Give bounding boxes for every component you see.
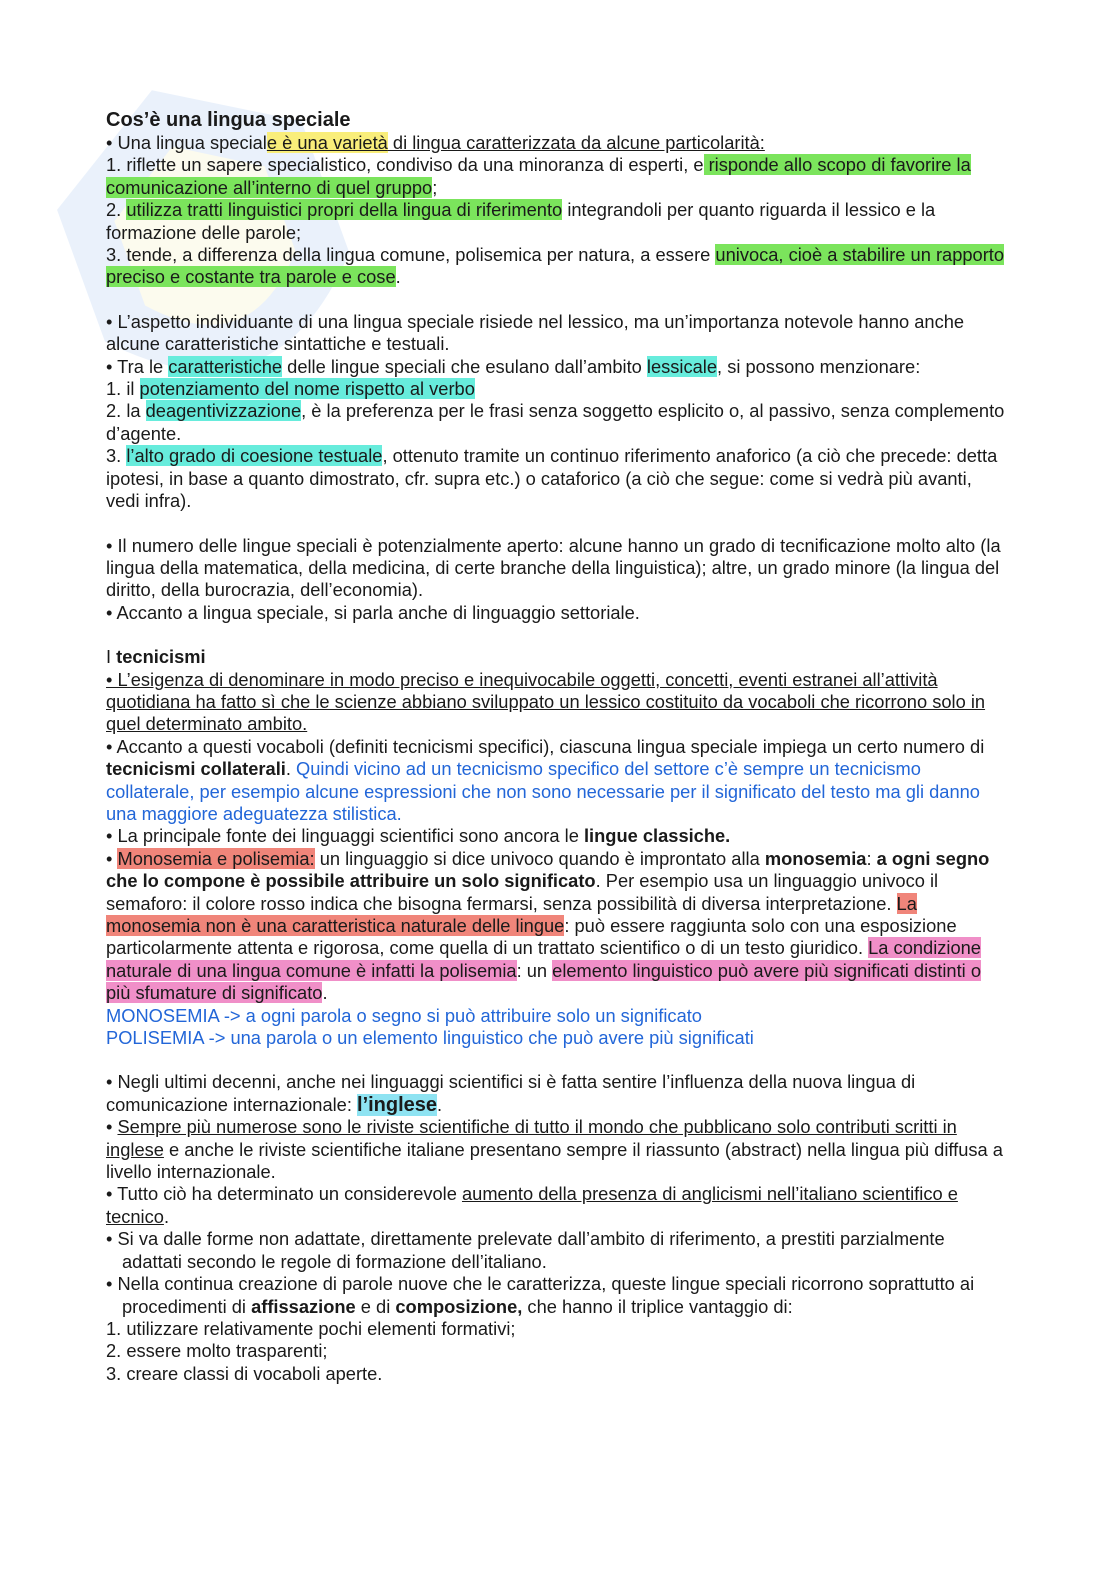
- numbered-item: [106, 400, 1006, 445]
- paragraph: • L’esigenza di denominare in modo preciso e inequivocabile oggetti, concetti, eventi estranei all’attività quotidiana ha fatto sì che le scienze abbiano sviluppato un lessico costituito da vocaboli che ricorrono solo in quel determinato ambito.: [106, 668, 986, 735]
- text: .: [395, 266, 401, 288]
- text: • Accanto a questi vocaboli (definiti tecnicismi specifici), ciascuna lingua speciale impiega un certo numero di: [106, 735, 985, 757]
- highlighted-text: lessicale: [646, 355, 718, 377]
- text: .: [163, 1205, 170, 1227]
- text: : può essere raggiunta solo con una esposizione particolarmente attenta e rigorosa, come quella di un trattato scientifico o di un testo giuridico.: [106, 915, 957, 959]
- text: :: [866, 847, 877, 869]
- blue-note-text: Quindi vicino ad un tecnicismo specifico del settore c’è sempre un tecnicismo collaterale, per esempio alcune espressioni che non sono necessarie per il significato del testo ma gli danno una maggiore adeguatezza stilistica.: [106, 758, 980, 824]
- bold-text: composizione,: [395, 1295, 523, 1317]
- numbered-item: [106, 378, 1006, 400]
- paragraph: [106, 736, 1006, 826]
- highlighted-text: Monosemia e polisemia:: [117, 847, 315, 869]
- underlined-text: di lingua caratterizzata da alcune particolarità:: [387, 132, 765, 153]
- text: 2.: [106, 199, 127, 221]
- text: : un: [516, 959, 553, 981]
- underlined-text: Sempre più numerose sono le riviste scientifiche di tutto il mondo che pubblicano solo contributi scritti in inglese: [106, 1116, 957, 1160]
- text: • Negli ultimi decenni, anche nei linguaggi scientifici si è fatta sentire l’influenza della nuova lingua di comunicazione internazionale:: [106, 1071, 916, 1115]
- numbered-item: [106, 244, 1006, 289]
- numbered-item: 2. essere molto trasparenti;: [106, 1340, 328, 1362]
- text: 1. il: [106, 378, 140, 400]
- highlighted-text: deagentivizzazione: [145, 400, 302, 422]
- paragraph: • Accanto a lingua speciale, si parla anche di linguaggio settoriale.: [106, 601, 640, 623]
- text: integrandoli per quanto riguarda il lessico e la formazione delle parole;: [106, 199, 936, 243]
- text: che hanno il triplice vantaggio di:: [522, 1295, 793, 1317]
- text: I: [106, 646, 117, 668]
- numbered-item: [106, 445, 1006, 512]
- text: delle lingue speciali che esulano dall’ambito: [282, 355, 647, 377]
- highlighted-text: La monosemia non è una caratteristica naturale delle lingue: [106, 892, 917, 936]
- highlighted-text: risponde allo scopo di favorire la comunicazione all’interno di quel gruppo: [106, 154, 971, 198]
- text: •: [106, 1116, 118, 1138]
- paragraph: [106, 132, 1006, 154]
- numbered-item: [106, 199, 1006, 244]
- paragraph: [106, 1071, 1006, 1116]
- text: • La principale fonte dei linguaggi scientifici sono ancora le: [106, 825, 584, 847]
- paragraph: • L’aspetto individuante di una lingua speciale risiede nel lessico, ma un’importanza notevole hanno anche alcune caratteristiche sintattiche e testuali.: [106, 310, 965, 355]
- bold-text: lingue classiche.: [583, 825, 731, 847]
- highlighted-text: l’inglese: [357, 1093, 438, 1116]
- text: e di: [355, 1295, 396, 1317]
- text: . Per esempio usa un linguaggio univoco il semaforo: il colore rosso indica che bisogna fermarsi, senza possibilità di diversa interpretazione.: [106, 870, 939, 914]
- text: • Nella continua creazione di parole nuove che le caratterizza, queste lingue speciali ricorrono soprattutto ai procedimenti di: [106, 1273, 975, 1317]
- text: •: [106, 847, 118, 869]
- text: e anche le riviste scientifiche italiane presentano sempre il riassunto (abstract) nella lingua più diffusa a livello internazionale.: [106, 1138, 1003, 1183]
- text: • Una lingua special: [106, 132, 267, 153]
- text: , si possono menzionare:: [717, 355, 921, 377]
- section-title-lingua-speciale: Cos’è una lingua speciale: [106, 109, 351, 131]
- section-title-tecnicismi: [106, 646, 1006, 668]
- text: .: [285, 758, 297, 780]
- text: 3. tende, a differenza della lingua comune, polisemica per natura, a essere: [106, 244, 716, 266]
- text: • Tra le: [106, 355, 169, 377]
- bullet-item: [106, 1273, 1006, 1318]
- bold-text: tecnicismi: [116, 646, 206, 668]
- highlighted-text: univoca, cioè a stabilire un rapporto preciso e costante tra parole e cose: [106, 244, 1005, 288]
- highlighted-text: utilizza tratti linguistici propri della lingua di riferimento: [126, 199, 563, 221]
- underlined-text: aumento della presenza di anglicismi nell’italiano scientifico e tecnico: [106, 1183, 958, 1227]
- paragraph: [106, 825, 1006, 847]
- definition-polisemia: POLISEMIA -> una parola o un elemento linguistico che può avere più significati: [106, 1027, 754, 1049]
- text: , è la preferenza per le frasi senza soggetto esplicito o, al passivo, senza complemento d’agente.: [106, 400, 1005, 444]
- text: .: [322, 982, 328, 1004]
- definition-monosemia: MONOSEMIA -> a ogni parola o segno si può attribuire solo un significato: [106, 1004, 702, 1026]
- text: 3.: [106, 445, 127, 467]
- paragraph: [106, 1183, 1006, 1228]
- paragraph: • Il numero delle lingue speciali è potenzialmente aperto: alcune hanno un grado di tecnificazione molto alto (la lingua della matematica, della medicina, di certe branche della linguistica); altre, un grado minore (la lingua del diritto, della burocrazia, dell’economia).: [106, 534, 1001, 601]
- bold-text: tecnicismi collaterali: [106, 758, 286, 780]
- text: , ottenuto tramite un continuo riferimento anaforico (a ciò che precede: detta ipotesi, in base a quanto dimostrato, cfr. supra etc.) o cataforico (a ciò che segue: come si vedrà più avanti, vedi infra).: [106, 445, 998, 512]
- highlighted-text: potenziamento del nome rispetto al verbo: [139, 378, 475, 400]
- paragraph: [106, 1116, 1006, 1183]
- paragraph: [106, 848, 1006, 1005]
- bold-text: a ogni segno che lo compone è possibile attribuire un solo significato: [106, 847, 990, 892]
- document-body: [106, 108, 1006, 1385]
- text: • Tutto ciò ha determinato un considerevole: [106, 1183, 462, 1205]
- highlighted-text: La condizione naturale di una lingua comune è infatti la polisemia: [106, 937, 981, 981]
- text: un linguaggio si dice univoco quando è improntato alla: [314, 847, 765, 869]
- highlighted-text: caratteristiche: [168, 355, 283, 377]
- numbered-item: [106, 154, 1006, 199]
- bold-text: monosemia: [764, 847, 867, 869]
- highlighted-text: elemento linguistico può avere più significati distinti o più sfumature di significato: [106, 959, 981, 1004]
- highlighted-text: e è una varietà: [266, 132, 388, 153]
- highlighted-text: l’alto grado di coesione testuale: [126, 445, 383, 467]
- bullet-item: • Si va dalle forme non adattate, direttamente prelevate dall’ambito di riferimento, a prestiti parzialmente adattati secondo le regole di formazione dell’italiano.: [106, 1228, 945, 1272]
- numbered-item: 3. creare classi di vocaboli aperte.: [106, 1362, 383, 1384]
- numbered-item: 1. utilizzare relativamente pochi elementi formativi;: [106, 1317, 516, 1339]
- text: .: [437, 1093, 443, 1115]
- text: 1. riflette un sapere specialistico, condiviso da una minoranza di esperti, e: [106, 154, 704, 176]
- text: ;: [432, 176, 438, 198]
- text: 2. la: [106, 400, 146, 422]
- bold-text: affissazione: [251, 1295, 356, 1317]
- paragraph: [106, 356, 1006, 378]
